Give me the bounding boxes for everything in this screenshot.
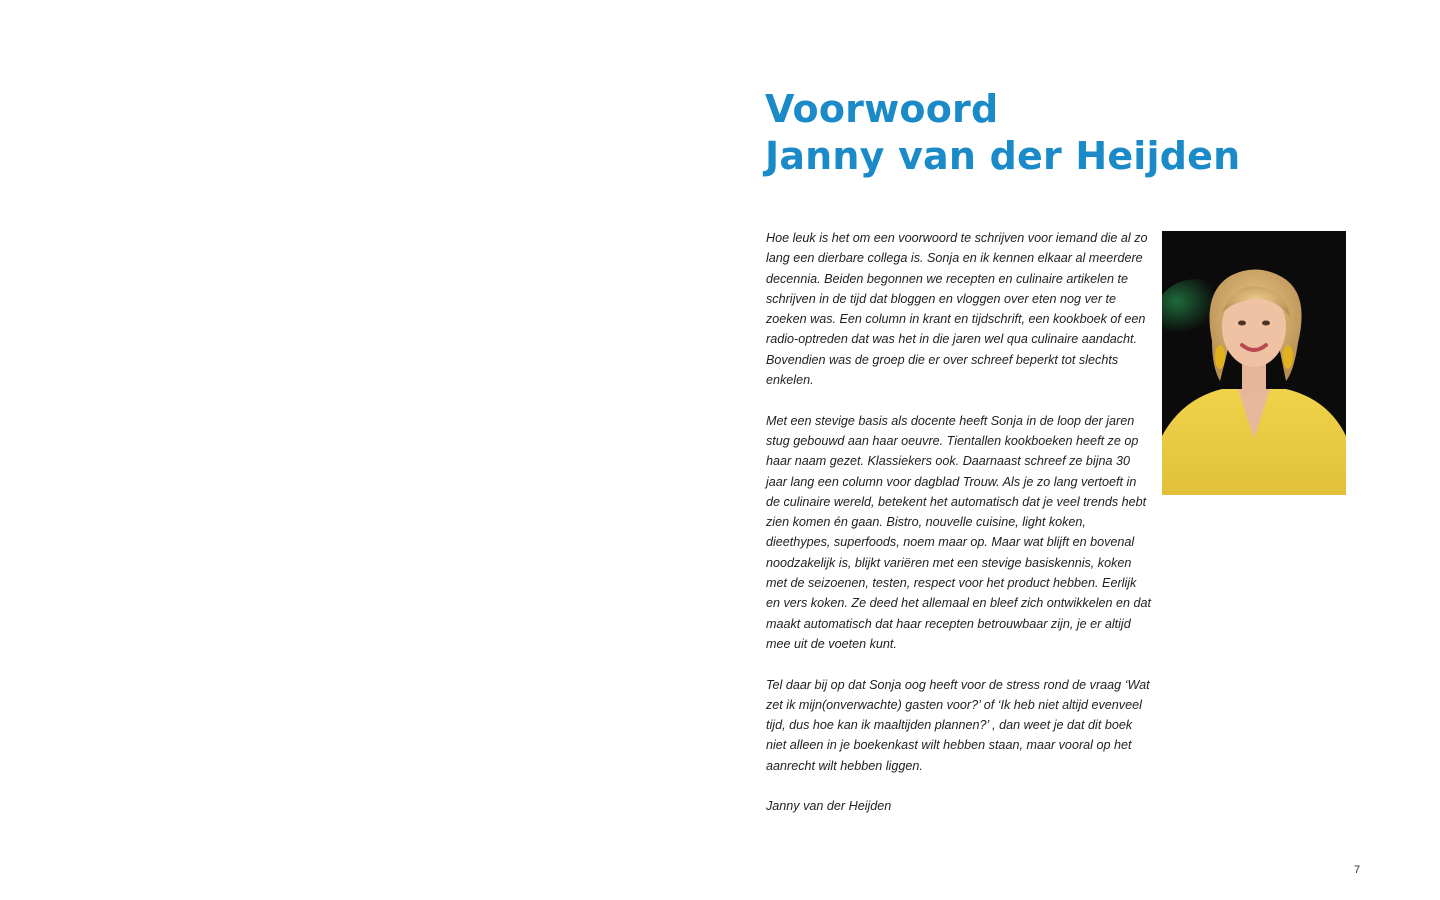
paragraph-2: Met een stevige basis als docente heeft Sonja in de loop der jaren stug gebouwd aan haar oeuvre. Tientallen kookboeken heeft ze op haar naam gezet. Klassiekers ook. Daarnaast schreef ze bijna 30 jaar lang een column voor dagblad Trouw. Als je zo lang vertoeft in de culinaire wereld, betekent het automatisch dat je veel trends hebt zien komen én gaan. Bistro, nouvelle cuisine, light koken, dieethypes, superfoods, noem maar op. Maar wat blijft en bovenal noodzakelijk is, blijkt variëren met een stevige basiskennis, koken met de seizoenen, testen, respect voor het product hebben. Eerlijk en vers koken. Ze deed het allemaal en bleef zich ontwikkelen en dat maakt automatisch dat haar recepten betrouwbaar zijn, je er altijd mee uit de voeten kunt. [766,413,1152,651]
title-line-2: Janny van der Heijden [765,134,1241,178]
author-portrait-photo [1162,231,1346,495]
signature: Janny van der Heijden [766,799,892,814]
right-page [720,0,1440,900]
foreword-text [766,228,1152,817]
page-title [765,86,1240,180]
page-number: 7 [1354,864,1361,876]
paragraph-3: Tel daar bij op dat Sonja oog heeft voor de stress rond de vraag ‘Wat zet ik mijn(onverwachte) gasten voor?’ of ‘Ik heb niet altijd evenveel tijd, dus hoe kan ik maaltijden plannen?’ , dan weet je dat dit boek niet alleen in je boekenkast wilt hebben staan, maar vooral op het aanrecht wilt hebben liggen. [766,677,1150,773]
paragraph-1: Hoe leuk is het om een voorwoord te schrijven voor iemand die al zo lang een dierbare collega is. Sonja en ik kennen elkaar al meerdere decennia. Beiden begonnen we recepten en culinaire artikelen te schrijven in de tijd dat bloggen en vloggen over eten nog ver te zoeken was. Een column in krant en tijdschrift, een kookboek of een radio-optreden dat was het in die jaren wel qua culinaire aandacht. Bovendien was de groep die er over schreef beperkt tot slechts enkelen. [766,231,1148,388]
title-line-1: Voorwoord [765,87,999,131]
